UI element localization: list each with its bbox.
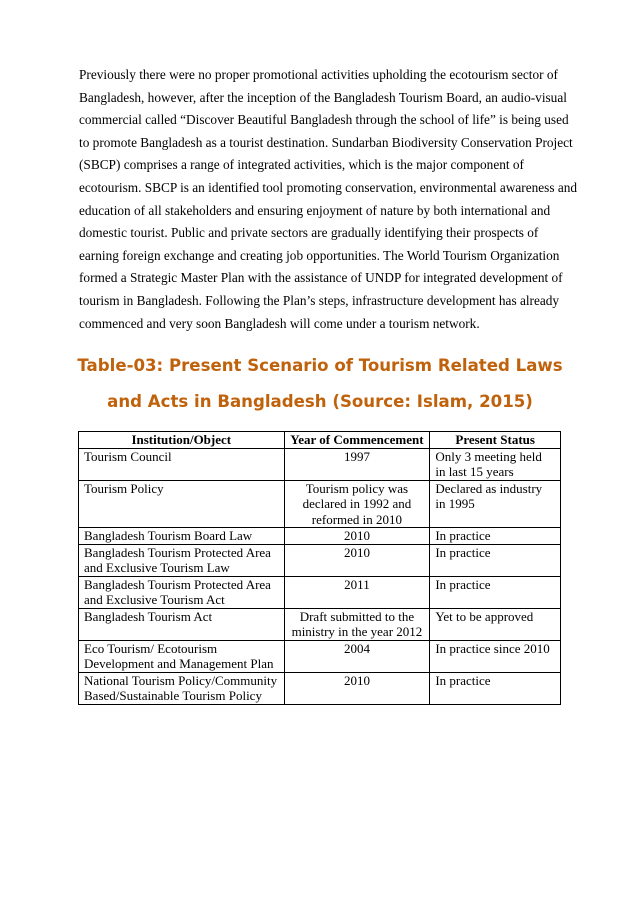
cell-status: In practice <box>430 672 561 704</box>
cell-institution: Bangladesh Tourism Board Law <box>79 528 285 545</box>
table-row <box>79 672 561 704</box>
cell-status: Declared as industry in 1995 <box>430 480 561 528</box>
cell-year: Draft submitted to the ministry in the year 2012 <box>284 608 430 640</box>
table-title-line-2: and Acts in Bangladesh (Source: Islam, 2015) <box>107 392 533 411</box>
cell-year: 2004 <box>284 640 430 672</box>
cell-year: 1997 <box>284 448 430 480</box>
cell-status: Yet to be approved <box>430 608 561 640</box>
cell-institution: Bangladesh Tourism Protected Area and Exclusive Tourism Act <box>79 576 285 608</box>
table-title <box>60 348 580 420</box>
cell-status: In practice <box>430 576 561 608</box>
paragraph-line: Previously there were no proper promotional activities upholding the ecotourism sector of <box>79 67 558 82</box>
header-institution: Institution/Object <box>79 432 285 449</box>
cell-institution: Bangladesh Tourism Act <box>79 608 285 640</box>
cell-status: Only 3 meeting held in last 15 years <box>430 448 561 480</box>
cell-institution: Tourism Policy <box>79 480 285 528</box>
paragraph-line: commenced and very soon Bangladesh will come under a tourism network. <box>79 315 480 331</box>
paragraph-line: (SBCP) comprises a range of integrated activities, which is the major component of <box>79 157 524 173</box>
cell-institution: Bangladesh Tourism Protected Area and Exclusive Tourism Law <box>79 544 285 576</box>
paragraph-line: to promote Bangladesh as a tourist destination. Sundarban Biodiversity Conservation Project <box>79 134 573 150</box>
cell-status: In practice since 2010 <box>430 640 561 672</box>
table-header-row <box>79 432 561 449</box>
table-row <box>79 608 561 640</box>
table-row <box>79 528 561 545</box>
cell-status: In practice <box>430 528 561 545</box>
table-title-line-1: Table-03: Present Scenario of Tourism Related Laws <box>77 356 563 375</box>
table-row <box>79 640 561 672</box>
cell-status: In practice <box>430 544 561 576</box>
body-paragraph <box>79 64 578 335</box>
cell-institution: National Tourism Policy/Community Based/Sustainable Tourism Policy <box>79 672 285 704</box>
table-row <box>79 448 561 480</box>
header-status: Present Status <box>430 432 561 449</box>
paragraph-line: earning foreign exchange and creating job opportunities. The World Tourism Organization <box>79 247 560 263</box>
paragraph-line: commercial called “Discover Beautiful Bangladesh through the school of life” is being used <box>79 112 569 128</box>
paragraph-line: education of all stakeholders and ensuring enjoyment of nature by both international and <box>79 202 551 218</box>
cell-year: 2010 <box>284 544 430 576</box>
paragraph-line: formed a Strategic Master Plan with the assistance of UNDP for integrated development of <box>79 270 563 286</box>
table-row <box>79 576 561 608</box>
paragraph-line: ecotourism. SBCP is an identified tool promoting conservation, environmental awareness and <box>79 179 578 195</box>
cell-year: 2011 <box>284 576 430 608</box>
tourism-laws-table <box>78 431 561 705</box>
cell-year: 2010 <box>284 672 430 704</box>
header-year: Year of Commencement <box>284 432 430 449</box>
cell-institution: Tourism Council <box>79 448 285 480</box>
table-row <box>79 544 561 576</box>
paragraph-line: Bangladesh, however, after the inception of the Bangladesh Tourism Board, an audio-visual <box>79 89 567 105</box>
table-row <box>79 480 561 528</box>
paragraph-line: tourism in Bangladesh. Following the Plan’s steps, infrastructure development has already <box>79 292 560 308</box>
cell-year: 2010 <box>284 528 430 545</box>
cell-institution: Eco Tourism/ Ecotourism Development and Management Plan <box>79 640 285 672</box>
paragraph-line: domestic tourist. Public and private sectors are gradually identifying their prospects of <box>79 225 539 241</box>
cell-year: Tourism policy was declared in 1992 and reformed in 2010 <box>284 480 430 528</box>
